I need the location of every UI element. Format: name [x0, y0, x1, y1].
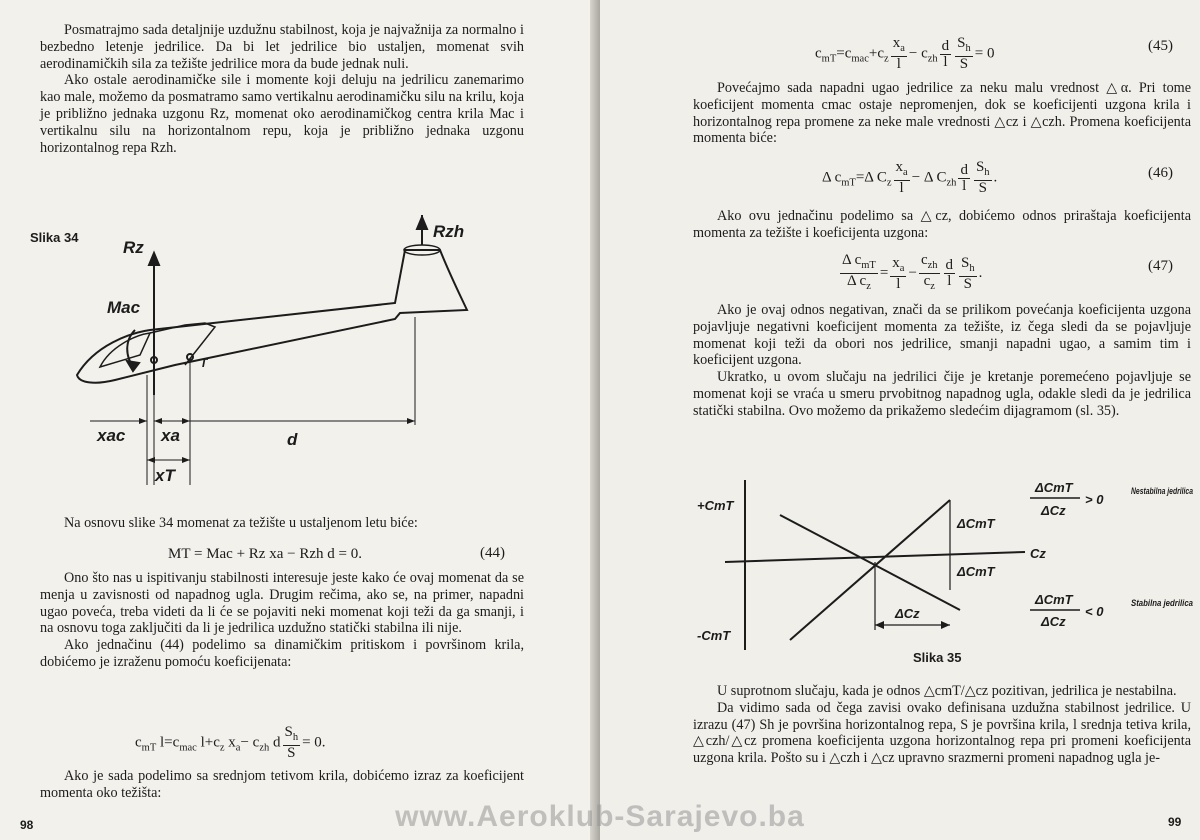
- ratio-upper-den: ΔCz: [1041, 503, 1066, 518]
- left-paragraph-4: Ono što nas u ispitivanju stabilnosti interesuje jeste kako će ovaj momenat da se menja u zavisnosti od napadnog ugla. Drugim rečima, ako se, na primer, napadni ugao poveća, treba videti da li će se pojaviti neki momenat koji teži da ga smanji, i na osnovu toga zaključiti da li je jedrilica uzdužno statički stabilna ili nije.: [40, 570, 524, 637]
- right-paragraph-4: Ukratko, u ovom slučaju na jedrilici čije je kretanje poremećeno pojavljuje se momenat koji se vraća u smeru prvobitnog napadnog ugla, odakle sledi da je jedrilica statički stabilna. Ovo možemo da prikažemo sledećim dijagramom (sl. 35).: [693, 369, 1191, 419]
- label-d: d: [287, 430, 298, 449]
- figure-34-caption: Slika 34: [30, 230, 79, 245]
- equation-47-number: (47): [1148, 258, 1173, 274]
- label-xa: xa: [161, 426, 180, 445]
- figure-34-glider-diagram: [55, 215, 515, 495]
- cg-point: [187, 354, 193, 360]
- left-paragraph-1: Posmatrajmo sada detaljnije uzdužnu stabilnost, koja je najvažnija za normalno i bezbedno letenje jedrilice. Da bi let jedrilice bio ustaljen, momenat svih aerodinamičkih sila za težište jedrilice mora da bude jednak nuli.: [40, 22, 524, 72]
- figure-35-caption: Slika 35: [913, 650, 962, 665]
- right-text-block-2: [693, 208, 1191, 242]
- ratio-lower-den: ΔCz: [1041, 614, 1066, 629]
- right-paragraph-6: Da vidimo sada od čega zavisi ovako definisana uzdužna stabilnost jedrilice. U izrazu (47) Sh je površina horizontalnog repa, S je površina krila, l srednja tetiva krila, △czh/△cz promena koeficijenta uzgona horizontalnog repa pri promeni koeficijenta uzgona krila. Pošto su i △czh i △cz upravno srazmerni promeni napadnog ugla je-: [693, 699, 1191, 767]
- right-paragraph-3: Ako je ovaj odnos negativan, znači da se prilikom povećanja koeficijenta uzgona pojavljuje negativni koeficijent momenta za težište, iz čega sledi da se pojavljuje momenat koji teži da obori nos jedrilice, smanji napadni ugao, a samim tim i koeficijent uzgona.: [693, 302, 1191, 369]
- label-xac: xac: [97, 426, 126, 445]
- label-dcmt-upper: ΔCmT: [957, 516, 995, 531]
- left-text-block-3: [40, 570, 524, 671]
- left-text-block-4: [40, 768, 524, 802]
- ratio-lower-sign: < 0: [1085, 604, 1104, 619]
- label-dcmt-lower: ΔCmT: [957, 564, 995, 579]
- label-rzh: Rzh: [433, 222, 465, 241]
- label-dcz: ΔCz: [895, 606, 920, 621]
- right-paragraph-2: Ako ovu jednačinu podelimo sa △cz, dobićemo odnos priraštaja koeficijenta momenta za težište i koeficijenta uzgona:: [693, 208, 1191, 241]
- equation-46-number: (46): [1148, 165, 1173, 181]
- left-paragraph-6: Ako je sada podelimo sa srednjom tetivom krila, dobićemo izraz za koeficijent momenta oko težišta:: [40, 768, 524, 801]
- left-paragraph-2: Ako ostale aerodinamičke sile i momente koji deluju na jedrilicu zanemarimo kao male, možemo da posmatramo samo vertikalnu aerodinamičku silu na krilu, koja je približno jednaka uzgonu Rz, momenat oko aerodinamičkog centra krila Mac i vertikalnu silu na horizontalnom repu, koja je približno jednaka uzgonu horizontalnog repa Rzh.: [40, 72, 524, 156]
- left-paragraph-5: Ako jednačinu (44) podelimo sa dinamičkim pritiskom i površinom krila, dobićemo je izraženu pomoću koeficijenata:: [40, 637, 524, 670]
- unstable-line: [790, 500, 950, 640]
- label-unstable: Nestabilna jedrilica: [1131, 486, 1193, 496]
- equation-44: MT = Mac + Rz xa − Rzh d = 0.: [168, 546, 362, 562]
- figure-35-stability-diagram: [695, 470, 1200, 660]
- right-paragraph-5: U suprotnom slučaju, kada je odnos △cmT/△cz pozitivan, jedrilica je nestabilna.: [717, 683, 1177, 699]
- equation-45-number: (45): [1148, 38, 1173, 54]
- left-text-block-2: [40, 515, 524, 532]
- stable-line: [780, 515, 960, 610]
- watermark: www.Aeroklub-Sarajevo.ba: [395, 800, 805, 833]
- equation-47: $\frac{\Delta c_{mT}}{\Delta c_z}$ = $\frac{x_a}{l}$ − $\frac{c_{zh}}{c_z}$ $\frac{d}{l}$ $\frac{S_h}{S}$ .: [842, 252, 983, 292]
- glider-canopy: [100, 333, 150, 367]
- right-paragraph-1: Povećajmo sada napadni ugao jedrilice za neku malu vrednost △α. Pri tome koeficijent momenta cmac ostaje nepromenjen, dok se koeficijenti uzgona krila i horizontalnog repa promene za neke male vrednosti △cz i △czh. Promena koeficijenta momenta biće:: [693, 80, 1191, 147]
- equation-coefficients: $c_{mT}$ $l=c_{mac}$ $l+c_z$ $x_a- c_{zh}$ d $\frac{S_h}{S}$ = 0.: [135, 724, 326, 761]
- equation-45: $c_{mT}=c_{mac}+c_z$ $\frac{x_a}{l}$ − $c_{zh}$ $\frac{d}{l}$ $\frac{S_h}{S}$ = 0: [815, 35, 995, 72]
- ratio-upper-sign: > 0: [1085, 492, 1104, 507]
- ratio-lower-num: ΔCmT: [1035, 592, 1073, 607]
- ratio-upper-num: ΔCmT: [1035, 480, 1073, 495]
- horizontal-axis: [725, 552, 1025, 562]
- right-page-number: 99: [1168, 815, 1182, 829]
- equation-44-number: (44): [480, 545, 505, 561]
- right-page: [600, 0, 1200, 840]
- left-text-block-1: [40, 22, 524, 156]
- label-rz: Rz: [123, 238, 144, 257]
- equation-46: Δ $c_{mT}=\Delta$ $C_z$ $\frac{x_a}{l}$ − Δ $C_{zh}$ $\frac{d}{l}$ $\frac{S_h}{S}$ .: [822, 159, 998, 196]
- label-xt: xT: [155, 466, 175, 485]
- right-text-block-4: [693, 683, 1191, 767]
- label-t: T: [200, 356, 208, 370]
- label-stable: Stabilna jedrilica: [1131, 598, 1193, 608]
- label-minus-cmt: -CmT: [697, 628, 731, 643]
- label-mac: Mac: [107, 298, 141, 317]
- right-text-block-1: [693, 80, 1191, 147]
- left-page-number: 98: [20, 818, 34, 832]
- label-plus-cmt: +CmT: [697, 498, 734, 513]
- left-paragraph-3: Na osnovu slike 34 momenat za težište u ustaljenom letu biće:: [64, 515, 418, 531]
- label-cz: Cz: [1030, 546, 1046, 561]
- right-text-block-3: [693, 302, 1191, 420]
